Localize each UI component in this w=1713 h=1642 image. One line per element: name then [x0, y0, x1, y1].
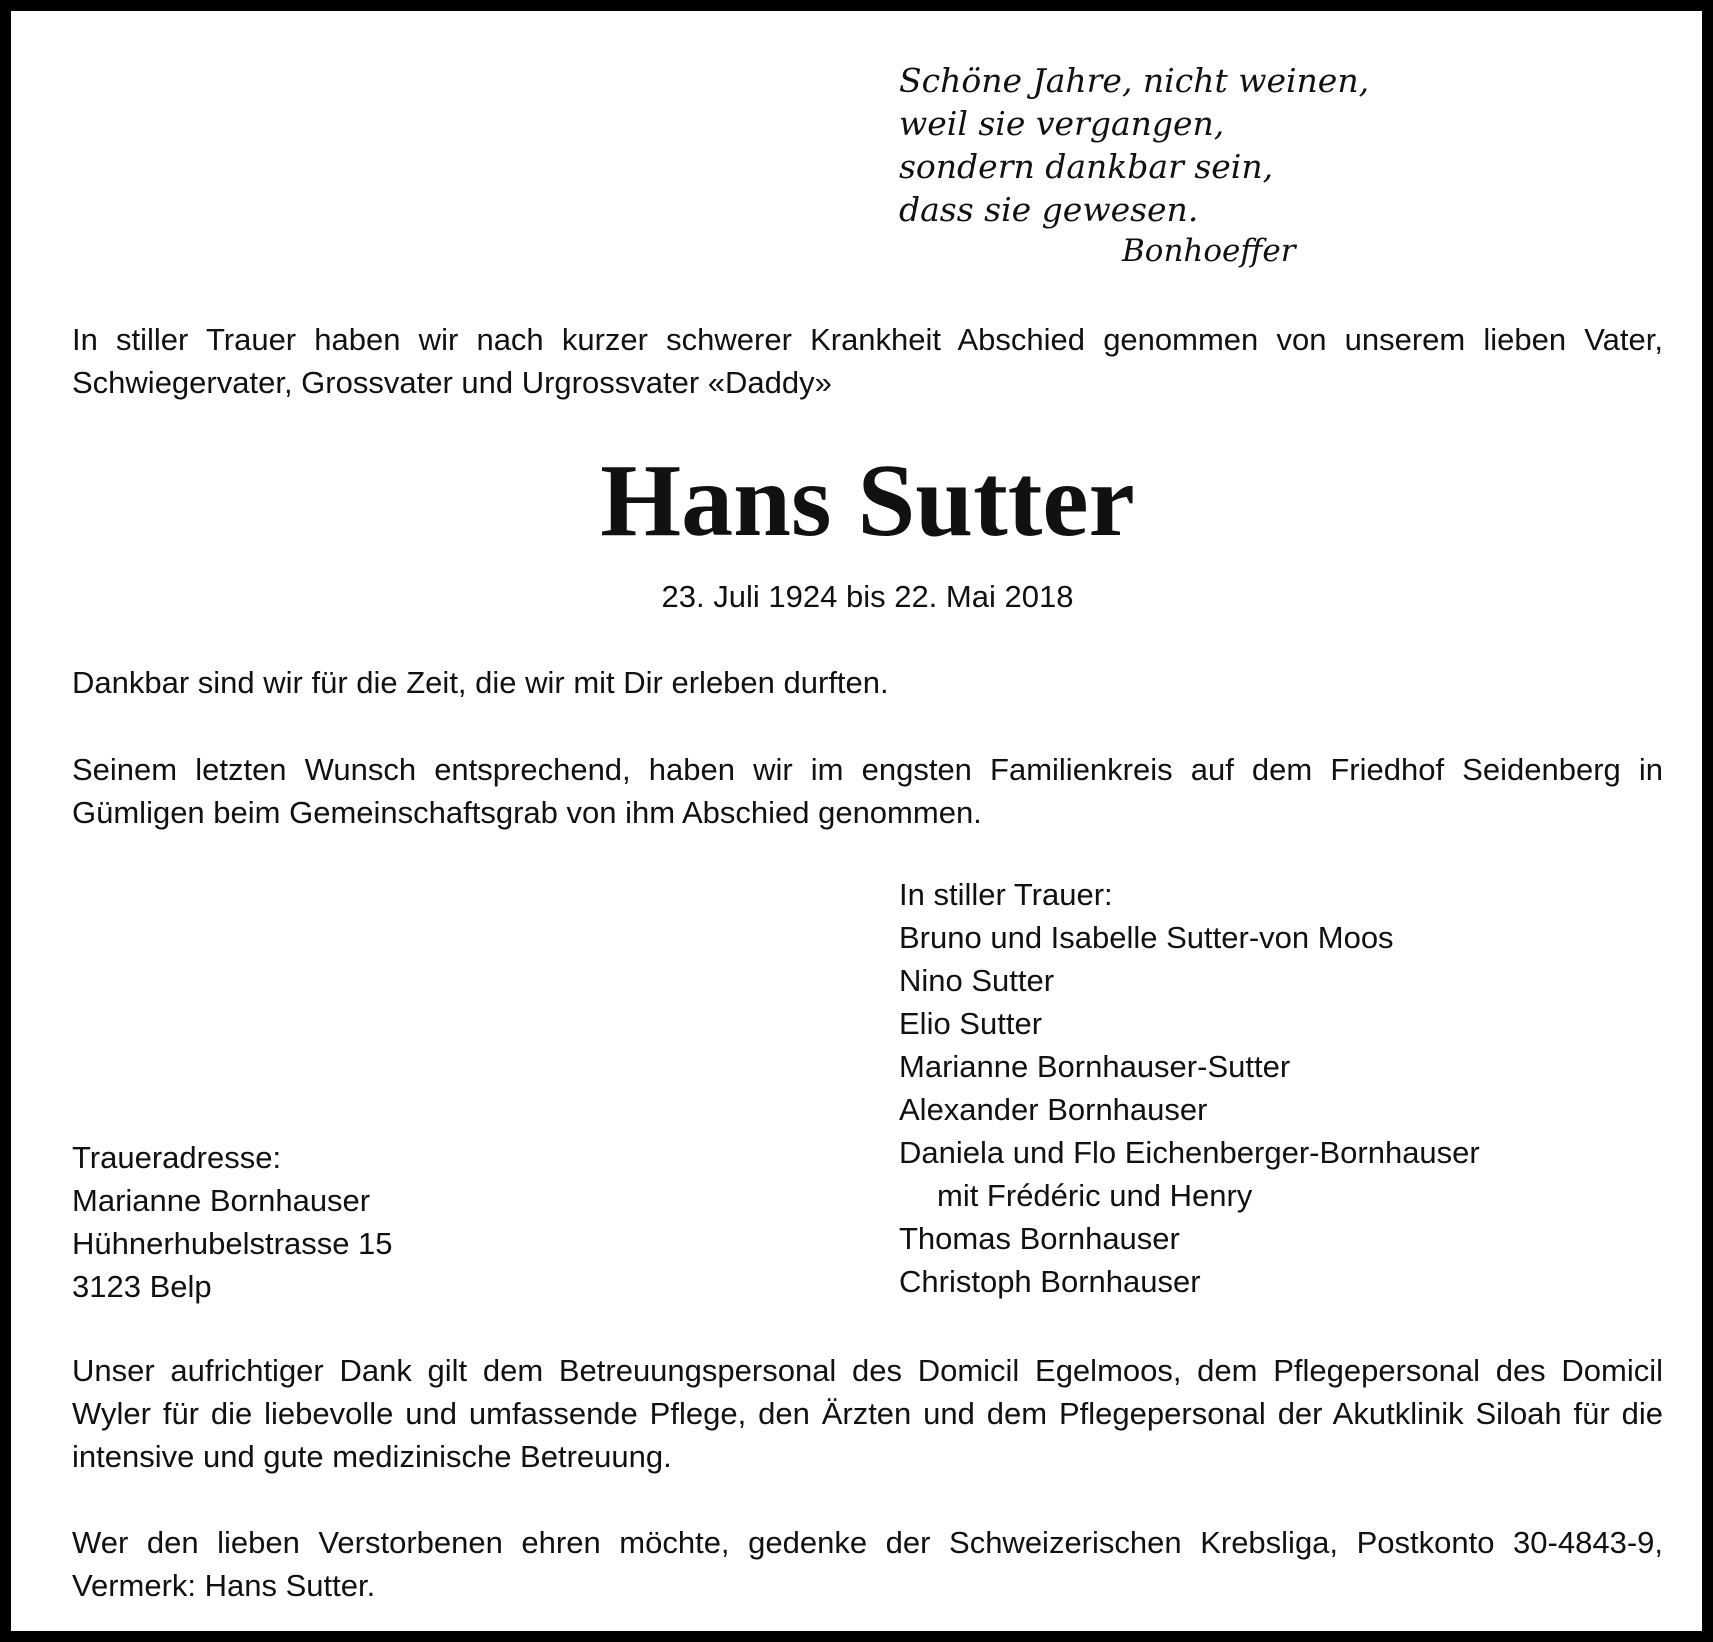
deceased-name: Hans Sutter: [600, 443, 1135, 558]
mourner-name: Christoph Bornhauser: [899, 1264, 1201, 1299]
donation-text: Wer den lieben Verstorbenen ehren möchte, gedenke der Schweizerischen Krebsliga, Postkonto 30-4843-9, Vermerk: Hans Sutter.: [72, 1525, 1663, 1603]
mourner-name: Bruno und Isabelle Sutter-von Moos: [899, 920, 1394, 955]
life-dates: 23. Juli 1924 bis 22. Mai 2018: [661, 579, 1074, 614]
quote-author: Bonhoeffer: [1122, 233, 1296, 269]
quote: [899, 59, 1369, 231]
mourner-name: Thomas Bornhauser: [899, 1221, 1180, 1256]
gratitude-text: Dankbar sind wir für die Zeit, die wir mit Dir erleben durften.: [72, 665, 889, 700]
farewell-text: Seinem letzten Wunsch entsprechend, haben wir im engsten Familienkreis auf dem Friedhof Seidenberg in Gümligen beim Gemeinschaftsgrab von ihm Abschied genommen.: [72, 752, 1663, 830]
mourner-name: mit Frédéric und Henry: [937, 1178, 1253, 1213]
address-heading: Traueradresse:: [72, 1140, 282, 1175]
quote-line: Schöne Jahre, nicht weinen,: [899, 61, 1370, 100]
quote-line: sondern dankbar sein,: [899, 147, 1274, 186]
mourning-address: [72, 1136, 393, 1308]
intro-text: In stiller Trauer haben wir nach kurzer schwerer Krankheit Abschied genommen von unserem lieben Vater, Schwiegervater, Grossvater und Urgrossvater «Daddy»: [72, 322, 1663, 400]
quote-line: dass sie gewesen.: [899, 190, 1199, 229]
address-line: 3123 Belp: [72, 1269, 212, 1304]
mourners-list: [899, 873, 1480, 1303]
mourner-name: Daniela und Flo Eichenberger-Bornhauser: [899, 1135, 1480, 1170]
mourner-name: Elio Sutter: [899, 1006, 1043, 1041]
thanks-text: Unser aufrichtiger Dank gilt dem Betreuungspersonal des Domicil Egelmoos, dem Pflegepersonal des Domicil Wyler für die liebevolle und umfassende Pflege, den Ärzten und dem Pflegepersonal der Akutklinik Siloah für die intensive und gute medizinische Betreuung.: [72, 1353, 1663, 1474]
address-line: Marianne Bornhauser: [72, 1183, 371, 1218]
mourners-heading: In stiller Trauer:: [899, 877, 1113, 912]
address-line: Hühnerhubelstrasse 15: [72, 1226, 393, 1261]
mourner-name: Marianne Bornhauser-Sutter: [899, 1049, 1291, 1084]
mourner-name: Nino Sutter: [899, 963, 1055, 998]
quote-line: weil sie vergangen,: [899, 104, 1225, 143]
mourner-name: Alexander Bornhauser: [899, 1092, 1208, 1127]
